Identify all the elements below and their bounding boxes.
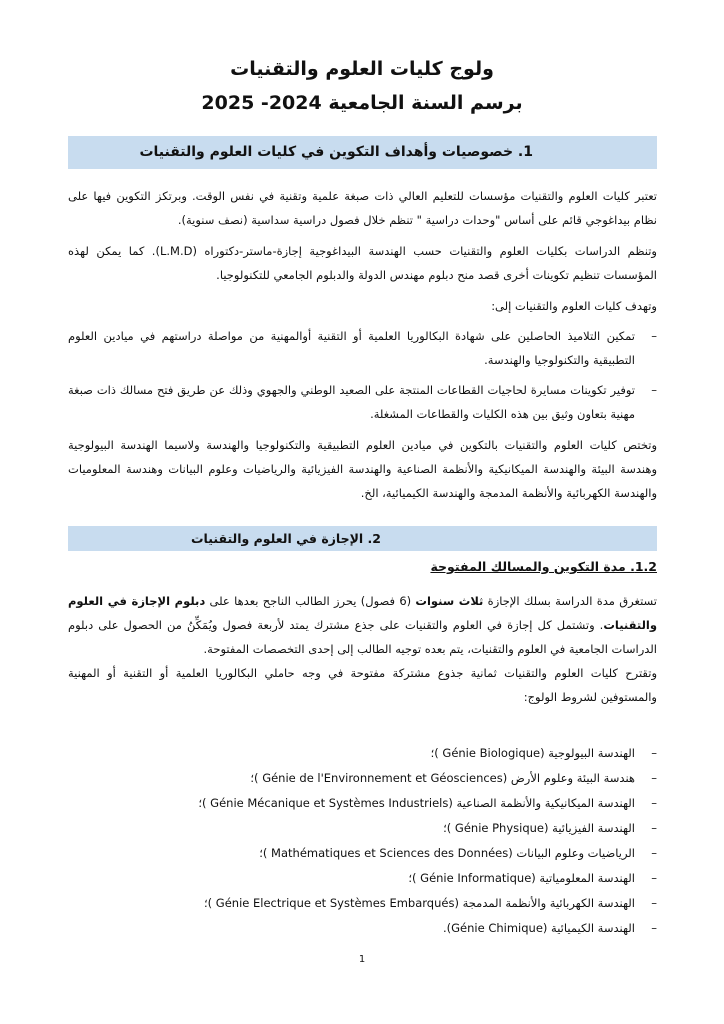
- goal-text: تمكين التلاميذ الحاصلين على شهادة البكالوريا العلمية أو التقنية أوالمهنية من مواصلة دراستهم في ميادين العلوم التطبيقية والتكنولوجيا والهندسة.: [68, 329, 635, 367]
- paragraph-goals-intro: وتهدف كليات العلوم والتقنيات إلى:: [491, 299, 657, 313]
- track-item: [68, 916, 657, 941]
- dash-bullet: –: [651, 746, 657, 760]
- dash-bullet: –: [651, 846, 657, 860]
- dash-bullet: –: [651, 329, 657, 343]
- track-item: [68, 766, 657, 791]
- dash-bullet: –: [651, 796, 657, 810]
- dash-bullet: –: [651, 871, 657, 885]
- track-text: الهندسة المعلومياتية (Génie Informatique )؛: [408, 871, 635, 885]
- track-item: [68, 841, 657, 866]
- paragraph-duration: [68, 589, 657, 661]
- duration-text-c: (6 فصول) يحرز الطالب الناجح بعدها على: [205, 594, 416, 608]
- track-text: الهندسة الكهربائية والأنظمة المدمجة (Génie Electrique et Systèmes Embarqués )؛: [203, 896, 635, 910]
- subsection-heading-text: 1.2. مدة التكوين والمسالك المفتوحة: [430, 559, 657, 574]
- track-item: [68, 866, 657, 891]
- track-text: الرياضيات وعلوم البيانات (Mathématiques et Sciences des Données )؛: [259, 846, 635, 860]
- paragraph-tracks-intro: وتقترح كليات العلوم والتقنيات ثمانية جذوع مشتركة مفتوحة في وجه حاملي البكالوريا العلمية أو التقنية أو المهنية والمستوفين لشروط الولوج:: [68, 666, 657, 704]
- track-text: الهندسة البيولوجية (Génie Biologique )؛: [430, 746, 635, 760]
- track-text: الهندسة الكيميائية (Génie Chimique).: [442, 921, 635, 935]
- dash-bullet: –: [651, 821, 657, 835]
- dash-bullet: –: [651, 921, 657, 935]
- goal-item: [68, 324, 657, 372]
- document-title: ولوج كليات العلوم والتقنيات: [230, 58, 494, 80]
- track-item: [68, 891, 657, 916]
- dash-bullet: –: [651, 896, 657, 910]
- duration-text-e: . وتشتمل كل إجازة في العلوم والتقنيات على جذع مشترك يمتد لأربعة فصول ويُمَكِّنُ من الحصول على دبلوم الدراسات الجامعية في العلوم والتقنيات، يتم بعده توجيه الطالب إلى إحدى التخصصات المفتوحة.: [68, 618, 657, 656]
- paragraph-lmd: وتنظم الدراسات بكليات العلوم والتقنيات حسب الهندسة البيداغوجية إجازة-ماستر-دكتوراه (L.M.D). كما يمكن لهذه المؤسسات تنظيم تكوينات أخرى قصد منح دبلوم مهندس الدولة والدبلوم الجامعي للتكنولوجيا.: [68, 244, 657, 282]
- goal-text: توفير تكوينات مسايرة لحاجيات القطاعات المنتجة على الصعيد الوطني والجهوي وذلك عن طريق فتح مسالك ذات صبغة مهنية بتعاون وثيق بين هذه الكليات والقطاعات المشغلة.: [68, 383, 635, 421]
- track-item: [68, 816, 657, 841]
- section-1-heading: 1. خصوصيات وأهداف التكوين في كليات العلوم والتقنيات: [68, 136, 657, 169]
- duration-text-a: تستغرق مدة الدراسة بسلك الإجازة: [483, 594, 657, 608]
- page-number: 1: [358, 954, 366, 965]
- track-text: الهندسة الميكانيكية والأنظمة الصناعية (Génie Mécanique et Systèmes Industriels )؛: [198, 796, 635, 810]
- section-1-body: [68, 184, 657, 505]
- track-item: [68, 791, 657, 816]
- duration-years: ثلاث سنوات: [415, 594, 484, 608]
- paragraph-fst-definition: تعتبر كليات العلوم والتقنيات مؤسسات للتعليم العالي ذات صبغة علمية وتقنية في نفس الوقت. وبرتكز التكوين فيها على نظام بيداغوجي قائم على أساس "وحدات دراسية " تنظم خلال فصول دراسية سداسية (نصف سنوية).: [68, 189, 657, 227]
- paragraph-fields: وتختص كليات العلوم والتقنيات بالتكوين في ميادين العلوم التطبيقية والتكنولوجيا والهندسة ولاسيما الهندسة البيولوجية وهندسة البيئة والهندسة الميكانيكية والأنظمة الصناعية والهندسة الفيزيائية والرياضيات وعلوم البيانات وهندسة المعلوميات والهندسة الكهربائية والأنظمة المدمجة والهندسة الكيميائية، الخ.: [68, 438, 657, 500]
- document-subtitle: برسم السنة الجامعية 2024- 2025: [201, 92, 523, 114]
- track-text: الهندسة الفيزيائية (Génie Physique )؛: [443, 821, 635, 835]
- track-text: هندسة البيئة وعلوم الأرض (Génie de l'Environnement et Géosciences )؛: [250, 771, 635, 785]
- diploma-name: دبلوم الإجازة في العلوم والتقنيات: [68, 594, 657, 632]
- goal-item: [68, 378, 657, 426]
- track-item: [68, 741, 657, 766]
- dash-bullet: –: [651, 383, 657, 397]
- section-2-body: [68, 589, 657, 709]
- section-2-heading: 2. الإجازة في العلوم والتقنيات: [68, 526, 657, 551]
- dash-bullet: –: [651, 771, 657, 785]
- subsection-heading: [68, 556, 657, 578]
- tracks-list: [68, 741, 657, 941]
